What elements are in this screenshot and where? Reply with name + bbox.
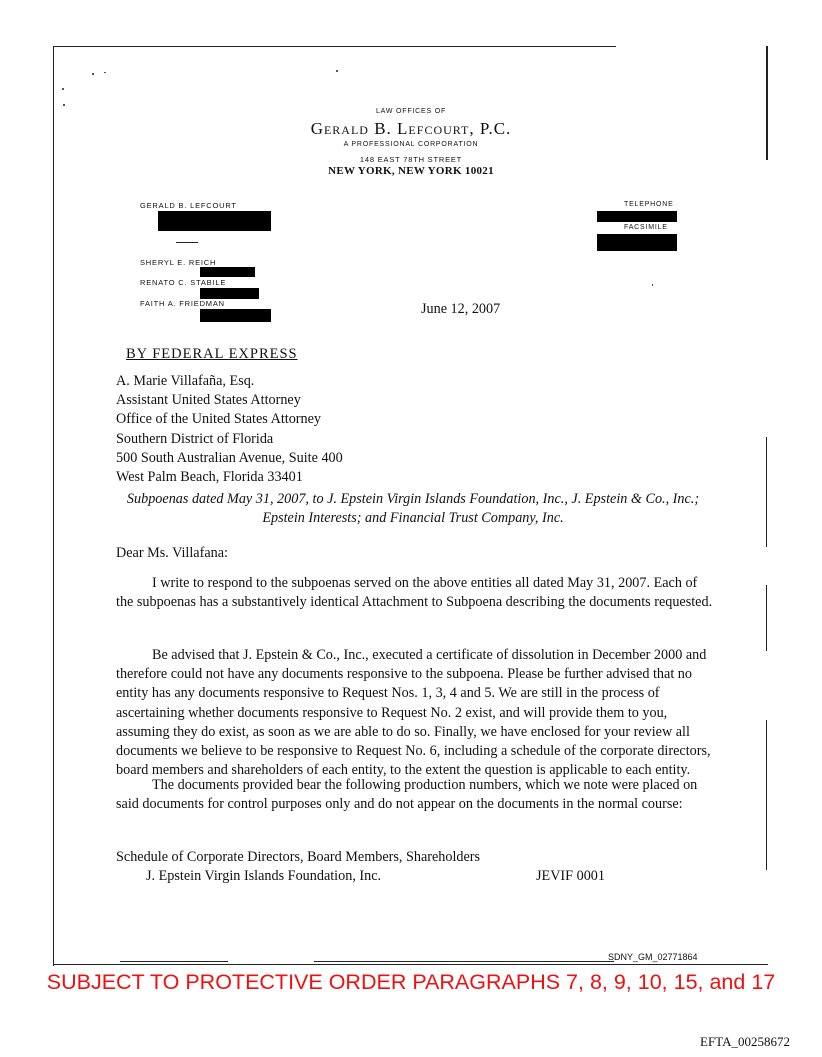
right-edge-mark-top: [766, 46, 768, 160]
bottom-rule-left: [120, 961, 228, 962]
scan-speck: [336, 70, 338, 72]
body-paragraph: I write to respond to the subpoenas served on the above entities all dated May 31, 2007. Each of the subpoenas has a substantively identical Attachment to Subpoena describing the documents requested.: [116, 575, 713, 611]
body-paragraph: Be advised that J. Epstein & Co., Inc., executed a certificate of dissolution in December 2000 and therefore could not have any documents responsive to the subpoena. Please be further advised that no entity has any documents responsive to Request Nos. 1, 3, 4 and 5. We are still in the process of ascertaining whether documents responsive to Request No. 2 exist, and will provide them to you, assuming they do exist, as soon as we are able to do so. Finally, we have enclosed for your review all documents we believe to be responsive to Request No. 6, including a schedule of the corporate directors, board members and shareholders of each entity, to the extent the question is applicable to each entity.: [116, 647, 711, 779]
right-edge-mark-lower: [766, 585, 767, 651]
redaction-block: [200, 309, 271, 322]
bottom-border-line: [54, 964, 768, 965]
left-border-line: [53, 46, 54, 966]
redaction-block: [597, 211, 677, 222]
attorney-name: RENATO C. STABILE: [140, 278, 227, 287]
right-edge-mark-mid: [766, 437, 767, 547]
delivery-method: BY FEDERAL EXPRESS: [126, 346, 298, 362]
firm-street: 148 EAST 78TH STREET: [359, 155, 463, 164]
recipient-city: West Palm Beach, Florida 33401: [116, 469, 303, 486]
recipient-office: Office of the United States Attorney: [116, 411, 322, 428]
firm-city: NEW YORK, NEW YORK 10021: [328, 165, 494, 177]
attorney-name: FAITH A. FRIEDMAN: [140, 299, 225, 308]
firm-name: Gerald B. Lefcourt, P.C.: [310, 119, 512, 138]
bates-number: SDNY_GM_02771864: [608, 952, 698, 962]
body-paragraph: The documents provided bear the following production numbers, which we note were placed on said documents for control purposes only and do not appear on the documents in the normal course:: [116, 777, 698, 813]
recipient-district: Southern District of Florida: [116, 430, 274, 447]
protective-order-notice: SUBJECT TO PROTECTIVE ORDER PARAGRAPHS 7, 8, 9, 10, 15, and 17: [46, 970, 776, 994]
redaction-block: [158, 211, 271, 231]
salutation: Dear Ms. Villafana:: [116, 545, 228, 561]
right-edge-mark-bottom: [766, 720, 767, 870]
top-border-line: [54, 46, 616, 47]
bottom-rule-right: [314, 961, 614, 962]
redaction-block: [200, 288, 259, 299]
scan-speck: [652, 284, 653, 286]
attorney-name: GERALD B. LEFCOURT: [140, 201, 237, 210]
schedule-entity: J. Epstein Virgin Islands Foundation, Inc.: [146, 868, 382, 884]
law-offices-label: LAW OFFICES OF: [375, 108, 447, 115]
letter-date: June 12, 2007: [421, 301, 501, 317]
scan-speck: [63, 104, 65, 106]
efta-id: EFTA_00258672: [700, 1034, 790, 1049]
subject-line: Subpoenas dated May 31, 2007, to J. Epstein Virgin Islands Foundation, Inc., J. Epstein & Co., Inc.; Epstein Interests; and Financial Trust Company, Inc.: [126, 491, 700, 527]
telephone-label: TELEPHONE: [624, 201, 674, 208]
scan-speck: [92, 73, 94, 75]
schedule-bates: JEVIF 0001: [536, 868, 605, 884]
scan-speck: [104, 72, 106, 73]
redaction-block: [597, 234, 677, 251]
recipient-name: A. Marie Villafaña, Esq.: [116, 373, 255, 389]
facsimile-label: FACSIMILE: [624, 224, 668, 231]
recipient-address: [116, 372, 343, 487]
corp-type: A PROFESSIONAL CORPORATION: [343, 141, 479, 148]
attorney-name: SHERYL E. REICH: [140, 258, 217, 267]
schedule-heading: Schedule of Corporate Directors, Board Members, Shareholders: [116, 849, 481, 865]
redaction-block: [200, 267, 255, 277]
scan-speck: [62, 88, 64, 90]
recipient-street: 500 South Australian Avenue, Suite 400: [116, 449, 343, 466]
recipient-title: Assistant United States Attorney: [116, 392, 301, 409]
attorney-separator: [176, 242, 198, 243]
